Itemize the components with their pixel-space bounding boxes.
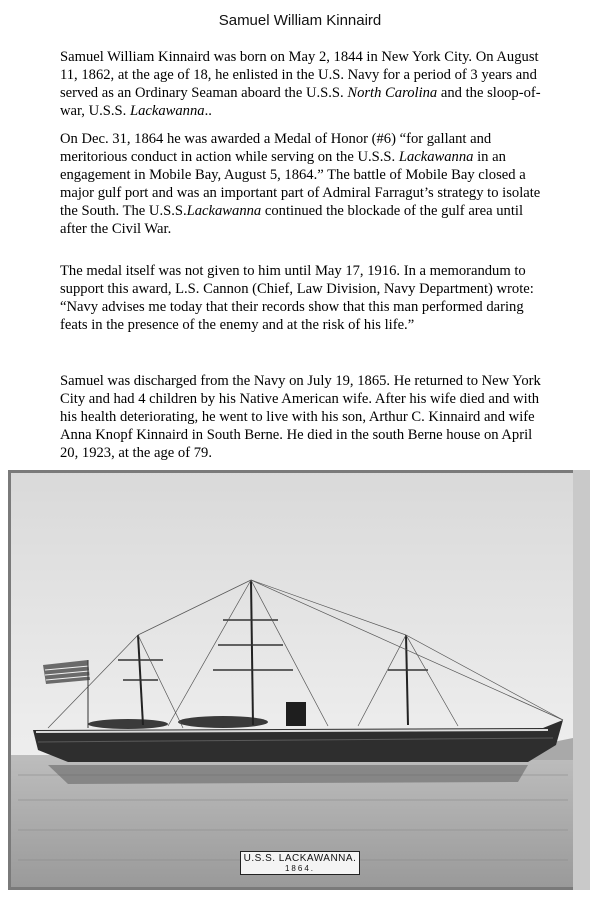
p1-ship-lackawanna: Lackawanna bbox=[129, 103, 205, 119]
p2-text-b: in an engagement in Mobile Bay, August 5, 1864.” The battle of Mobile Bay closed a major gulf port and was an important part of Admiral Farragut’s strategy to isolate the South. The U.S.S. bbox=[60, 149, 541, 219]
paragraph-later-life bbox=[60, 372, 550, 462]
paragraph-medal-award bbox=[60, 130, 550, 238]
ship-caption-plate bbox=[240, 851, 360, 875]
ship-caption-year: 1864. bbox=[284, 864, 316, 873]
page-title: Samuel William Kinnaird bbox=[218, 12, 382, 29]
ship-caption-name: U.S.S. LACKAWANNA. bbox=[243, 853, 357, 864]
p1-text-c: .. bbox=[204, 103, 212, 119]
p2-text-c: continued the blockade of the gulf area until after the Civil War. bbox=[60, 203, 524, 237]
p1-text-a: Samuel William Kinnaird was born on May 2, 1844 in New York City. On August 11, 1862, at the age of 18, he enlisted in the U.S. Navy for a period of 3 years and served as an Ordinary Seaman aboard the U.S.S. bbox=[60, 49, 539, 101]
p3-text: The medal itself was not given to him until May 17, 1916. In a memorandum to support this award, L.S. Cannon (Chief, Law Division, Navy Department) wrote: “Navy advises me today that their records show that this man performed daring feats in the presence of the enemy and at the risk of his life.” bbox=[60, 263, 534, 333]
p1-ship-north-carolina: North Carolina bbox=[347, 85, 438, 101]
ship-illustration bbox=[8, 470, 590, 890]
ship-photograph bbox=[8, 470, 590, 890]
p2-text-a: On Dec. 31, 1864 he was awarded a Medal of Honor (#6) “for gallant and meritorious conduct in action while serving on the U.S.S. bbox=[60, 131, 492, 165]
p2-ship-lackawanna-2: Lackawanna bbox=[186, 203, 262, 219]
p4-text: Samuel was discharged from the Navy on July 19, 1865. He returned to New York City and had 4 children by his Native American wife. After his wife died and with his health deteriorating, he went to live with his son, Arthur C. Kinnaird and wife Anna Knopf Kinnaird in South Berne. He died in the south Berne house on April 20, 1923, at the age of 79. bbox=[60, 373, 541, 461]
p1-text-b: and the sloop-of-war, U.S.S. bbox=[60, 85, 541, 119]
paragraph-birth-enlistment bbox=[60, 48, 550, 120]
paragraph-medal-delivery bbox=[60, 262, 550, 334]
p2-ship-lackawanna-1: Lackawanna bbox=[398, 149, 474, 165]
